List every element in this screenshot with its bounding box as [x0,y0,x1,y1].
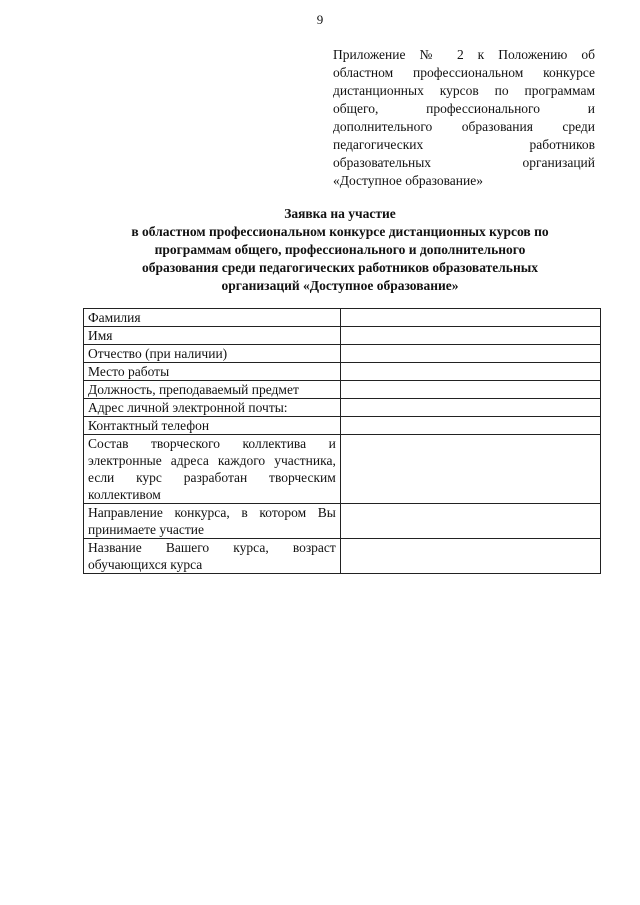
table-row [84,309,601,327]
field-value-patronymic[interactable] [340,345,600,363]
appendix-line: педагогических работников [333,137,595,152]
field-value-position[interactable] [340,381,600,399]
table-row [84,363,601,381]
table-row [84,504,601,539]
field-label-team: Состав творческого коллектива и электронные адреса каждого участника, если курс разработан творческим коллективом [84,435,341,504]
table-row [84,327,601,345]
appendix-line: дистанционных курсов по программам [333,83,595,98]
field-value-surname[interactable] [340,309,600,327]
title-line: программам общего, профессионального и дополнительного [154,242,526,257]
field-label-email: Адрес личной электронной почты: [84,399,341,417]
table-row [84,417,601,435]
appendix-line: образовательных организаций [333,155,595,170]
field-value-direction[interactable] [340,504,600,539]
table-row [84,381,601,399]
field-label-patronymic: Отчество (при наличии) [84,345,341,363]
field-label-position: Должность, преподаваемый предмет [84,381,341,399]
field-value-email[interactable] [340,399,600,417]
appendix-line: Приложение № 2 к Положению об [333,47,595,62]
field-value-phone[interactable] [340,417,600,435]
appendix-line: «Доступное образование» [333,173,483,188]
title-line: организаций «Доступное образование» [221,278,459,293]
table-row [84,345,601,363]
table-row [84,435,601,504]
field-value-name[interactable] [340,327,600,345]
field-value-team[interactable] [340,435,600,504]
field-label-name: Имя [84,327,341,345]
appendix-line: общего, профессионального и [333,101,595,116]
table-row [84,539,601,574]
field-label-surname: Фамилия [84,309,341,327]
page-number: 9 [316,12,324,27]
table-row [84,399,601,417]
field-label-course-name: Название Вашего курса, возраст обучающихся курса [84,539,341,574]
field-value-course-name[interactable] [340,539,600,574]
field-label-phone: Контактный телефон [84,417,341,435]
field-label-direction: Направление конкурса, в котором Вы принимаете участие [84,504,341,539]
title-line: образования среди педагогических работников образовательных [141,260,539,275]
appendix-note [333,46,595,190]
appendix-line: областном профессиональном конкурсе [333,65,595,80]
document-title [80,205,600,295]
appendix-line: дополнительного образования среди [333,119,595,134]
field-label-workplace: Место работы [84,363,341,381]
title-line: Заявка на участие [284,206,396,221]
application-form-table [83,308,601,574]
field-value-workplace[interactable] [340,363,600,381]
title-line: в областном профессиональном конкурсе дистанционных курсов по [131,224,549,239]
